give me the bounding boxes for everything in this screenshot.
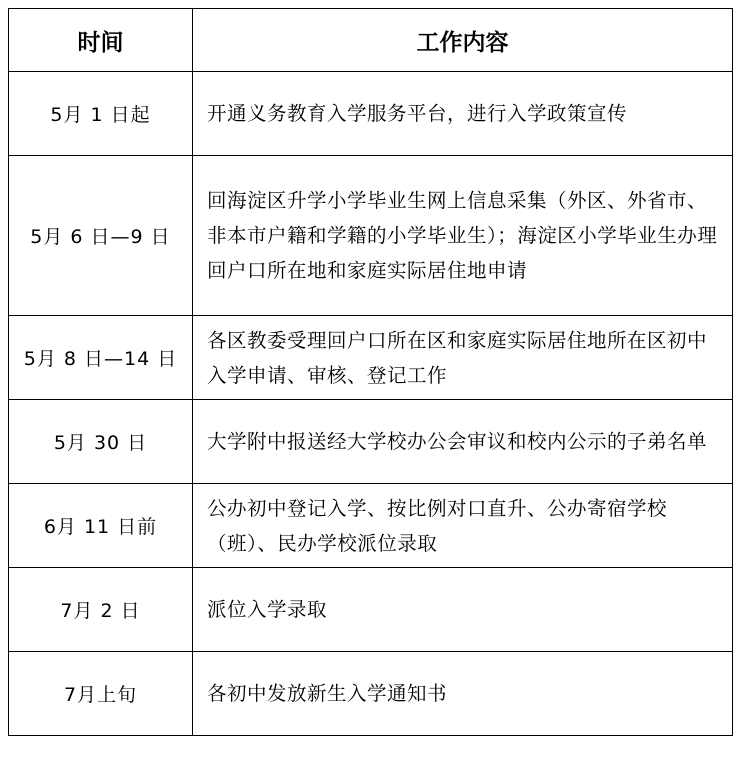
row-content: 大学附中报送经大学校办公会审议和校内公示的子弟名单 [193, 400, 733, 484]
table-row [9, 484, 733, 568]
table-row [9, 316, 733, 400]
header-time: 时间 [9, 9, 193, 72]
table-row [9, 400, 733, 484]
table-header-row [9, 9, 733, 72]
row-time: 5月 8 日—14 日 [9, 316, 193, 400]
row-content: 派位入学录取 [193, 568, 733, 652]
schedule-table [8, 8, 733, 736]
table-row [9, 156, 733, 316]
row-content: 各区教委受理回户口所在区和家庭实际居住地所在区初中入学申请、审核、登记工作 [193, 316, 733, 400]
row-content: 开通义务教育入学服务平台，进行入学政策宣传 [193, 72, 733, 156]
row-time: 5月 6 日—9 日 [9, 156, 193, 316]
table-row [9, 72, 733, 156]
row-content: 回海淀区升学小学毕业生网上信息采集（外区、外省市、非本市户籍和学籍的小学毕业生）；海淀区小学毕业生办理回户口所在地和家庭实际居住地申请 [193, 156, 733, 316]
row-time: 6月 11 日前 [9, 484, 193, 568]
row-content: 各初中发放新生入学通知书 [193, 652, 733, 736]
header-content: 工作内容 [193, 9, 733, 72]
row-content: 公办初中登记入学、按比例对口直升、公办寄宿学校（班）、民办学校派位录取 [193, 484, 733, 568]
row-time: 7月上旬 [9, 652, 193, 736]
row-time: 5月 30 日 [9, 400, 193, 484]
row-time: 7月 2 日 [9, 568, 193, 652]
table-row [9, 568, 733, 652]
row-time: 5月 1 日起 [9, 72, 193, 156]
table-row [9, 652, 733, 736]
